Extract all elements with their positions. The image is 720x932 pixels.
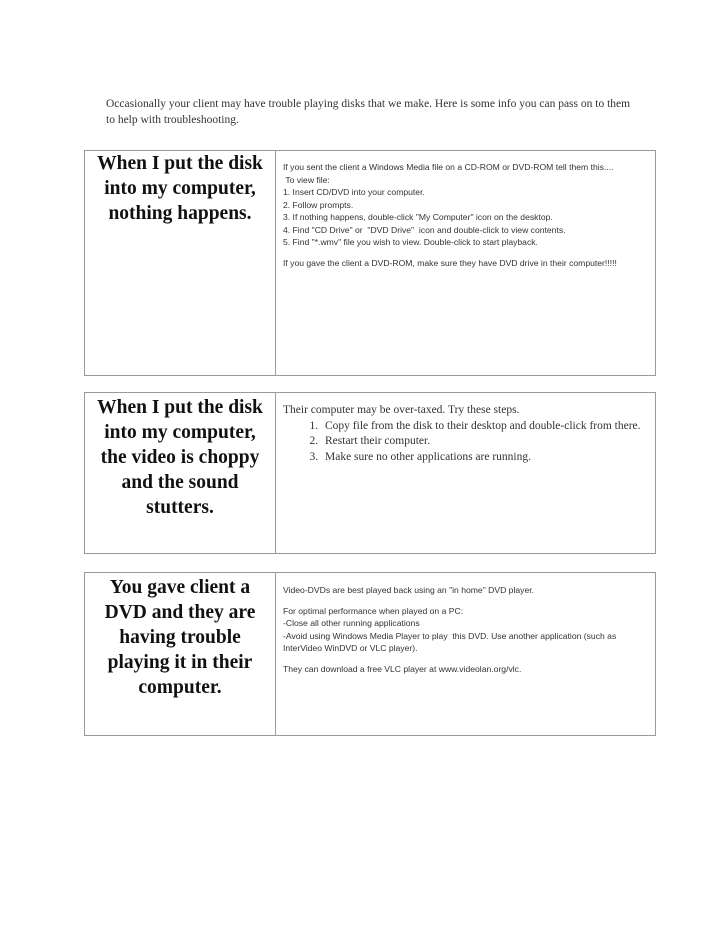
answer-line: -Close all other running applications [283, 618, 420, 628]
card-question: When I put the disk into my computer, nothing happens. [85, 151, 276, 375]
answer-line: -Avoid using Windows Media Player to play this DVD. Use another application (such as InterVideo WinDVD or VLC player). [283, 630, 619, 653]
answer-line: 1. Insert CD/DVD into your computer. [283, 187, 425, 197]
intro-text: Occasionally your client may have trouble playing disks that we make. Here is some info you can pass on to them to help with troubleshooting. [106, 98, 631, 126]
answer-steps [283, 419, 647, 466]
answer-line: For optimal performance when played on a PC: [283, 605, 464, 616]
card-answer [276, 393, 655, 553]
answer-line: They can download a free VLC player at www.videolan.org/vlc. [283, 663, 522, 674]
answer-spacer [283, 249, 647, 257]
answer-step: 3. Make sure no other applications are running. [321, 450, 647, 466]
troubleshoot-card-nothing-happens [84, 150, 656, 376]
card-answer [276, 573, 655, 735]
card-question: When I put the disk into my computer, the video is choppy and the sound stutters. [85, 393, 276, 553]
answer-line: 5. Find "*.wmv" file you wish to view. Double-click to start playback. [283, 237, 538, 247]
answer-line: If you sent the client a Windows Media file on a CD-ROM or DVD-ROM tell them this.... [283, 162, 614, 172]
answer-line: 4. Find "CD Drive" or "DVD Drive" icon and double-click to view contents. [283, 224, 566, 235]
answer-line: 2. Follow prompts. [283, 199, 354, 210]
answer-spacer [283, 655, 647, 663]
answer-line: Video-DVDs are best played back using an "in home" DVD player. [283, 585, 534, 595]
card-answer [276, 151, 655, 375]
answer-spacer [283, 597, 647, 605]
answer-intro: Their computer may be over-taxed. Try these steps. [283, 404, 520, 416]
card-question: You gave client a DVD and they are having trouble playing it in their computer. [85, 573, 276, 735]
answer-line: If you gave the client a DVD-ROM, make sure they have DVD drive in their computer!!!!! [283, 257, 617, 268]
answer-line: To view file: [283, 174, 330, 185]
answer-step: 2. Restart their computer. [321, 434, 647, 450]
troubleshoot-card-dvd-playback [84, 572, 656, 736]
troubleshoot-card-choppy-video [84, 392, 656, 554]
answer-line: 3. If nothing happens, double-click "My Computer" icon on the desktop. [283, 212, 553, 222]
answer-step: 1. Copy file from the disk to their desktop and double-click from there. [321, 419, 647, 435]
